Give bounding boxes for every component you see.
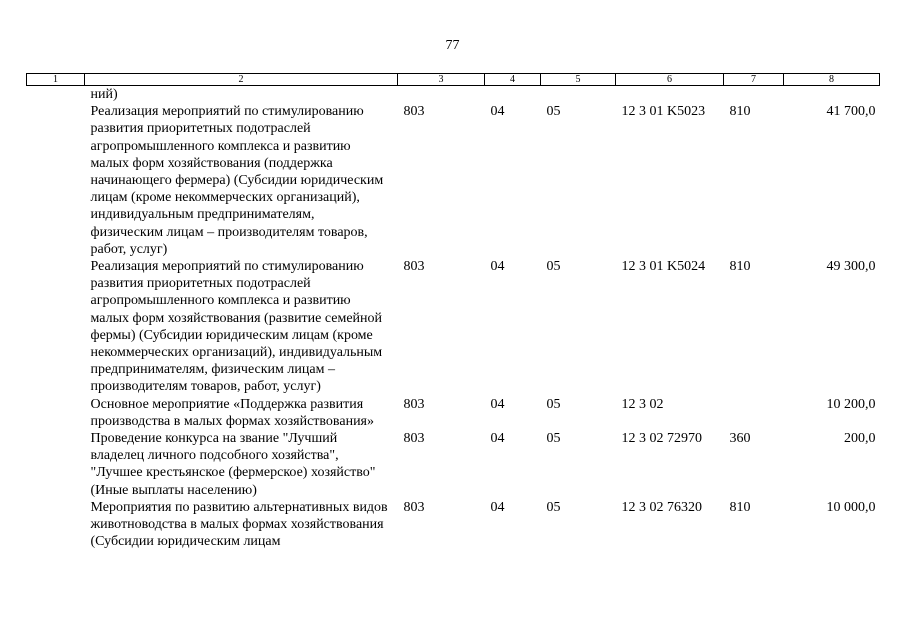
budget-table [26, 73, 880, 550]
column-header-8: 8 [784, 74, 880, 86]
gr-code: 803 [403, 104, 425, 120]
vr-code: 810 [729, 499, 751, 515]
table-row [27, 396, 880, 430]
row-number [27, 396, 85, 430]
rz-code: 04 [490, 104, 505, 120]
column-header-1: 1 [27, 74, 85, 86]
row-number [27, 430, 85, 499]
pr-code [541, 86, 616, 104]
pr-code: 05 [546, 396, 561, 412]
rz-code: 04 [490, 396, 505, 412]
amount: 49 300,0 [826, 259, 876, 275]
row-number [27, 103, 85, 258]
column-header-4: 4 [485, 74, 541, 86]
csr-code: 12 3 01 K5023 [621, 104, 706, 120]
csr-code: 12 3 02 [621, 396, 664, 412]
gr-code: 803 [403, 396, 425, 412]
table-body [27, 86, 880, 551]
table-row [27, 86, 880, 104]
table-row [27, 258, 880, 396]
row-number [27, 499, 85, 551]
expense-name: Мероприятия по развитию альтернативных видов животноводства в малых формах хозяйствования (Субсидии юридическим лицам [90, 499, 388, 550]
expense-name: Реализация мероприятий по стимулированию развития приоритетных подотраслей агропромышленного комплекса и развитию малых форм хозяйствования (развитие семейной фермы) (Субсидии юридическим лицам (кроме некоммерческих организаций), индивидуальным предпринимателям, физическим лицам – производителям товаров, работ, услуг) [90, 259, 383, 395]
amount: 41 700,0 [826, 104, 876, 120]
vr-code: 810 [729, 104, 751, 120]
csr-code: 12 3 02 72970 [621, 431, 702, 447]
pr-code: 05 [546, 104, 561, 120]
expense-name: Реализация мероприятий по стимулированию развития приоритетных подотраслей агропромышленного комплекса и развитию малых форм хозяйствования (поддержка начинающего фермера) (Субсидии юридическим лицам (кроме некоммерческих организаций), индивидуальным предпринимателям, физическим лицам – производителям товаров, работ, услуг) [90, 104, 384, 257]
column-header-5: 5 [541, 74, 616, 86]
rz-code: 04 [490, 431, 505, 447]
amount [784, 86, 880, 104]
vr-code: 360 [729, 431, 751, 447]
table-row [27, 499, 880, 551]
rz-code: 04 [490, 499, 505, 515]
page-number: 77 [445, 38, 460, 53]
expense-name: Проведение конкурса на звание "Лучший владелец личного подсобного хозяйства", "Лучшее крестьянское (фермерское) хозяйство" (Иные выплаты населению) [90, 431, 376, 498]
column-header-6: 6 [616, 74, 724, 86]
gr-code: 803 [403, 259, 425, 275]
row-number [27, 86, 85, 104]
csr-code: 12 3 02 76320 [621, 499, 702, 515]
table-header [27, 74, 880, 86]
pr-code: 05 [546, 259, 561, 275]
csr-code: 12 3 01 K5024 [621, 259, 706, 275]
column-header-3: 3 [398, 74, 485, 86]
row-number [27, 258, 85, 396]
amount: 10 000,0 [826, 499, 876, 515]
csr-code [616, 86, 724, 104]
vr-code [724, 86, 784, 104]
vr-code [724, 396, 784, 430]
column-header-2: 2 [85, 74, 398, 86]
pr-code: 05 [546, 431, 561, 447]
header-row [27, 74, 880, 86]
rz-code: 04 [490, 259, 505, 275]
table-row [27, 103, 880, 258]
amount: 10 200,0 [826, 396, 876, 412]
rz-code [485, 86, 541, 104]
amount: 200,0 [844, 431, 876, 447]
column-header-7: 7 [724, 74, 784, 86]
gr-code: 803 [403, 431, 425, 447]
gr-code [398, 86, 485, 104]
expense-name: Основное мероприятие «Поддержка развития производства в малых формах хозяйствования» [90, 396, 374, 429]
table-row [27, 430, 880, 499]
pr-code: 05 [546, 499, 561, 515]
gr-code: 803 [403, 499, 425, 515]
expense-name: ний) [90, 87, 118, 102]
vr-code: 810 [729, 259, 751, 275]
